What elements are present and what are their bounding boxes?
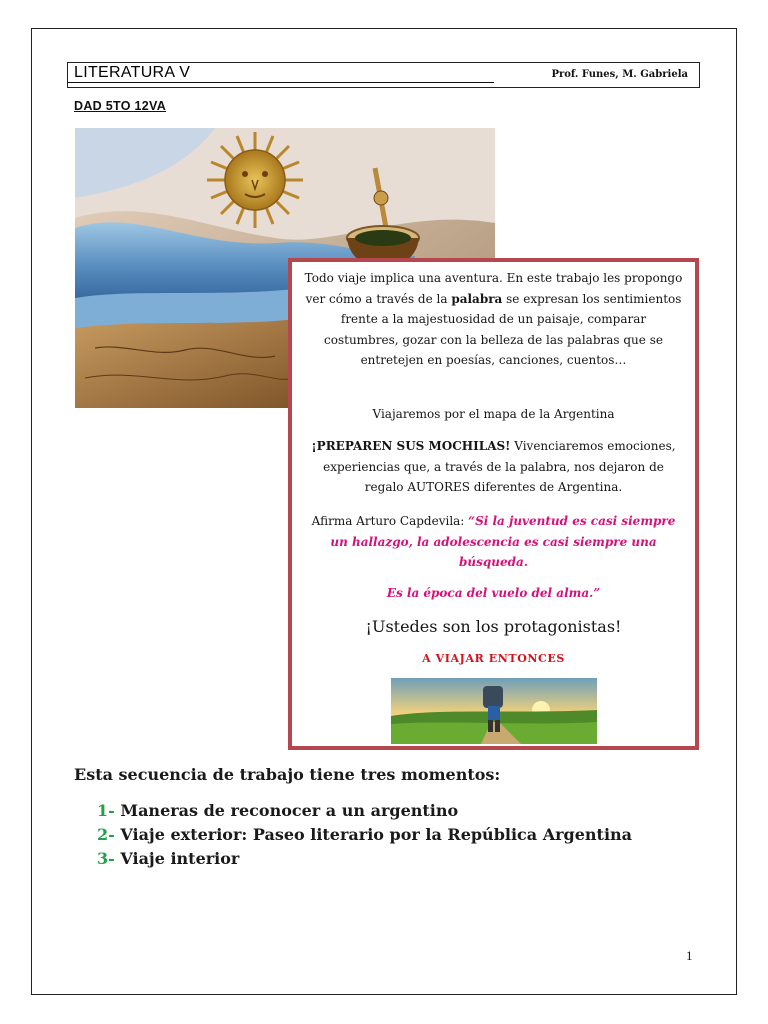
intro-text-start: Todo viaje implica una aventura. En este trabajo les propongo ver cómo a través de la — [304, 271, 683, 306]
item-text: Viaje interior — [114, 849, 240, 868]
course-title: LITERATURA V — [74, 64, 191, 81]
palabra-bold: palabra — [451, 291, 503, 306]
intro-text-end: se expresan los sentimientos frente a la majestuosidad de un paisaje, comparar costumbres, gozar con la belleza de las palabras que se entretejen en poesías, canciones, cuentos… — [324, 291, 682, 367]
protagonists-line: ¡Ustedes son los protagonistas! — [365, 617, 622, 636]
activity-subtitle: DAD 5TO 12VA — [74, 99, 167, 113]
capdevila-quote: “Si la juventud es casi siempre un hallazgo, la adolescencia es casi siempre una búsqueda. — [330, 514, 676, 569]
professor-name: Prof. Funes, M. Gabriela — [551, 69, 688, 80]
prepare-backpacks: ¡PREPAREN SUS MOCHILAS! — [311, 439, 511, 453]
viajar-entonces: A VIAJAR ENTONCES — [422, 652, 565, 665]
title-underline — [68, 82, 494, 83]
quote-author: Afirma Arturo Capdevila: — [311, 514, 469, 528]
header-box — [67, 62, 700, 88]
item-text: Maneras de reconocer a un argentino — [114, 801, 459, 820]
quote-ending: Es la época del vuelo del alma.” — [386, 586, 601, 600]
map-sentence: Viajaremos por el mapa de la Argentina — [372, 407, 615, 421]
sequence-item — [97, 849, 239, 868]
intro-text-box — [288, 258, 699, 750]
page-number: 1 — [686, 948, 693, 963]
item-text: Viaje exterior: Paseo literario por la República Argentina — [114, 825, 633, 844]
quote-paragraph — [302, 511, 685, 573]
sequence-heading: Esta secuencia de trabajo tiene tres momentos: — [74, 765, 501, 784]
item-number: 2- — [97, 825, 115, 844]
backpacks-text: Vivenciaremos emociones, experiencias que, a través de la palabra, nos dejaron de regalo AUTORES diferentes de Argentina. — [323, 439, 676, 494]
item-number: 1- — [97, 801, 115, 820]
intro-paragraph — [302, 268, 685, 371]
traveler-image — [391, 678, 597, 744]
sequence-item — [97, 825, 632, 844]
item-number: 3- — [97, 849, 115, 868]
backpacks-paragraph — [302, 436, 685, 498]
sequence-item — [97, 801, 458, 820]
